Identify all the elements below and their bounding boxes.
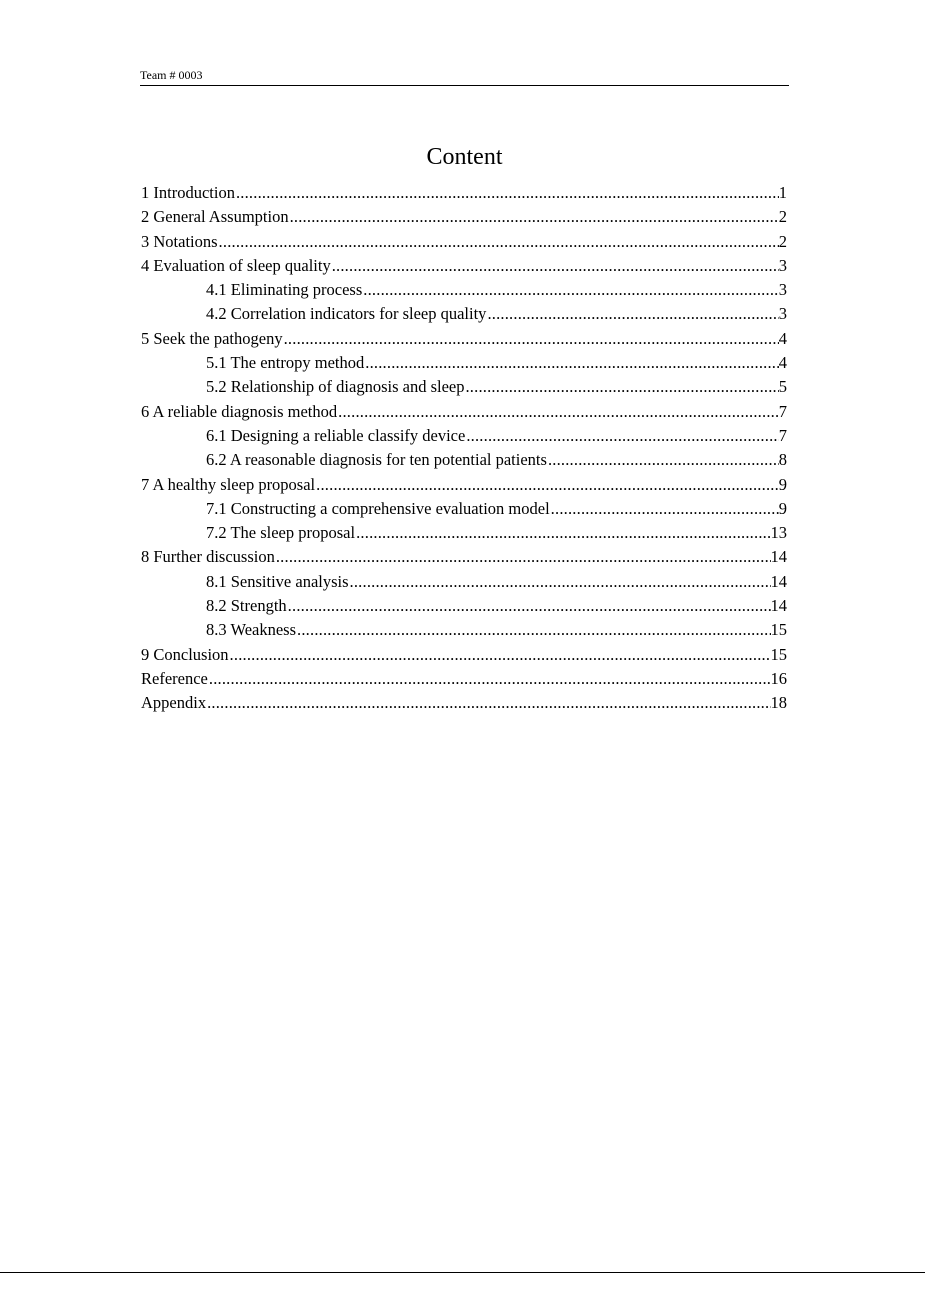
toc-entry-page-number: 3 bbox=[778, 280, 787, 300]
toc-entry[interactable] bbox=[141, 448, 787, 472]
toc-entry-page-number: 2 bbox=[778, 207, 787, 227]
toc-entry-page-number: 4 bbox=[778, 353, 787, 373]
toc-entry-page-number: 14 bbox=[770, 571, 787, 591]
toc-entry-label: 8.3 Weakness bbox=[206, 620, 297, 640]
toc-dot-leader bbox=[275, 545, 771, 569]
toc-entry-label: 6 A reliable diagnosis method bbox=[141, 401, 338, 421]
toc-entry[interactable] bbox=[141, 570, 787, 594]
toc-entry-label: 7.1 Constructing a comprehensive evaluation model bbox=[206, 498, 550, 518]
team-number: Team # 0003 bbox=[140, 68, 203, 82]
toc-entry-label: 8 Further discussion bbox=[141, 547, 275, 567]
toc-entry-label: 8.2 Strength bbox=[206, 596, 287, 616]
toc-entry-page-number: 4 bbox=[778, 328, 787, 348]
toc-entry-page-number: 9 bbox=[778, 474, 787, 494]
toc-entry-label: 5.1 The entropy method bbox=[206, 353, 365, 373]
toc-entry[interactable] bbox=[141, 278, 787, 302]
toc-dot-leader bbox=[464, 375, 778, 399]
toc-dot-leader bbox=[229, 643, 771, 667]
toc-dot-leader bbox=[465, 424, 778, 448]
toc-entry-label: 8.1 Sensitive analysis bbox=[206, 571, 349, 591]
toc-dot-leader bbox=[206, 691, 770, 715]
toc-dot-leader bbox=[349, 570, 771, 594]
toc-entry-label: 6.2 A reasonable diagnosis for ten potential patients bbox=[206, 450, 547, 470]
toc-dot-leader bbox=[289, 205, 779, 229]
toc-entry-label: 5 Seek the pathogeny bbox=[141, 328, 283, 348]
toc-entry[interactable] bbox=[141, 497, 787, 521]
toc-entry-page-number: 1 bbox=[778, 183, 787, 202]
toc-entry[interactable] bbox=[141, 400, 787, 424]
toc-entry-page-number: 13 bbox=[770, 523, 787, 543]
toc-entry-page-number: 3 bbox=[778, 304, 787, 324]
toc-entry[interactable] bbox=[141, 424, 787, 448]
toc-dot-leader bbox=[486, 302, 778, 326]
toc-dot-leader bbox=[364, 351, 779, 375]
toc-entry[interactable] bbox=[141, 181, 787, 205]
toc-entry-page-number: 2 bbox=[778, 231, 787, 251]
toc-entry[interactable] bbox=[141, 254, 787, 278]
toc-entry-label: 7.2 The sleep proposal bbox=[206, 523, 356, 543]
toc-dot-leader bbox=[331, 254, 779, 278]
footer-divider bbox=[0, 1272, 925, 1273]
toc-entry-label: 7 A healthy sleep proposal bbox=[141, 474, 316, 494]
toc-dot-leader bbox=[355, 521, 770, 545]
page-title: Content bbox=[426, 144, 503, 170]
toc-entry[interactable] bbox=[141, 375, 787, 399]
toc-entry-label: 6.1 Designing a reliable classify device bbox=[206, 425, 466, 445]
toc-entry-page-number: 14 bbox=[770, 596, 787, 616]
toc-entry-page-number: 18 bbox=[770, 693, 787, 713]
toc-entry-label: 1 Introduction bbox=[141, 183, 235, 202]
toc-entry[interactable] bbox=[141, 618, 787, 642]
toc-entry-page-number: 7 bbox=[778, 401, 787, 421]
toc-entry[interactable] bbox=[141, 545, 787, 569]
toc-entry-page-number: 16 bbox=[770, 668, 787, 688]
toc-entry[interactable] bbox=[141, 205, 787, 229]
table-of-contents bbox=[141, 181, 787, 716]
page-header bbox=[140, 66, 789, 86]
toc-entry-label: 4.2 Correlation indicators for sleep quality bbox=[206, 304, 487, 324]
toc-entry[interactable] bbox=[141, 327, 787, 351]
toc-entry[interactable] bbox=[141, 594, 787, 618]
toc-entry-page-number: 5 bbox=[778, 377, 787, 397]
toc-entry-page-number: 14 bbox=[770, 547, 787, 567]
toc-dot-leader bbox=[283, 327, 779, 351]
toc-dot-leader bbox=[235, 181, 779, 205]
toc-dot-leader bbox=[218, 230, 779, 254]
toc-entry-label: Appendix bbox=[141, 693, 207, 713]
toc-entry-label: 4 Evaluation of sleep quality bbox=[141, 255, 331, 275]
toc-dot-leader bbox=[287, 594, 771, 618]
toc-entry-page-number: 9 bbox=[778, 498, 787, 518]
toc-entry-page-number: 7 bbox=[778, 425, 787, 445]
toc-dot-leader bbox=[550, 497, 779, 521]
toc-dot-leader bbox=[547, 448, 779, 472]
toc-entry-page-number: 15 bbox=[770, 644, 787, 664]
toc-entry[interactable] bbox=[141, 643, 787, 667]
toc-entry[interactable] bbox=[141, 691, 787, 715]
toc-entry-label: 5.2 Relationship of diagnosis and sleep bbox=[206, 377, 465, 397]
toc-entry[interactable] bbox=[141, 230, 787, 254]
toc-entry[interactable] bbox=[141, 667, 787, 691]
toc-dot-leader bbox=[337, 400, 779, 424]
toc-dot-leader bbox=[296, 618, 770, 642]
toc-entry-label: Reference bbox=[141, 668, 208, 688]
toc-entry-label: 3 Notations bbox=[141, 231, 218, 251]
toc-entry[interactable] bbox=[141, 521, 787, 545]
toc-entry-page-number: 15 bbox=[770, 620, 787, 640]
toc-dot-leader bbox=[362, 278, 778, 302]
toc-entry[interactable] bbox=[141, 351, 787, 375]
toc-entry-label: 9 Conclusion bbox=[141, 644, 229, 664]
toc-entry-label: 2 General Assumption bbox=[141, 207, 289, 227]
toc-entry-page-number: 3 bbox=[778, 255, 787, 275]
toc-entry[interactable] bbox=[141, 473, 787, 497]
toc-entry-page-number: 8 bbox=[778, 450, 787, 470]
toc-dot-leader bbox=[315, 473, 779, 497]
toc-entry[interactable] bbox=[141, 302, 787, 326]
toc-dot-leader bbox=[208, 667, 771, 691]
toc-entry-label: 4.1 Eliminating process bbox=[206, 280, 363, 300]
